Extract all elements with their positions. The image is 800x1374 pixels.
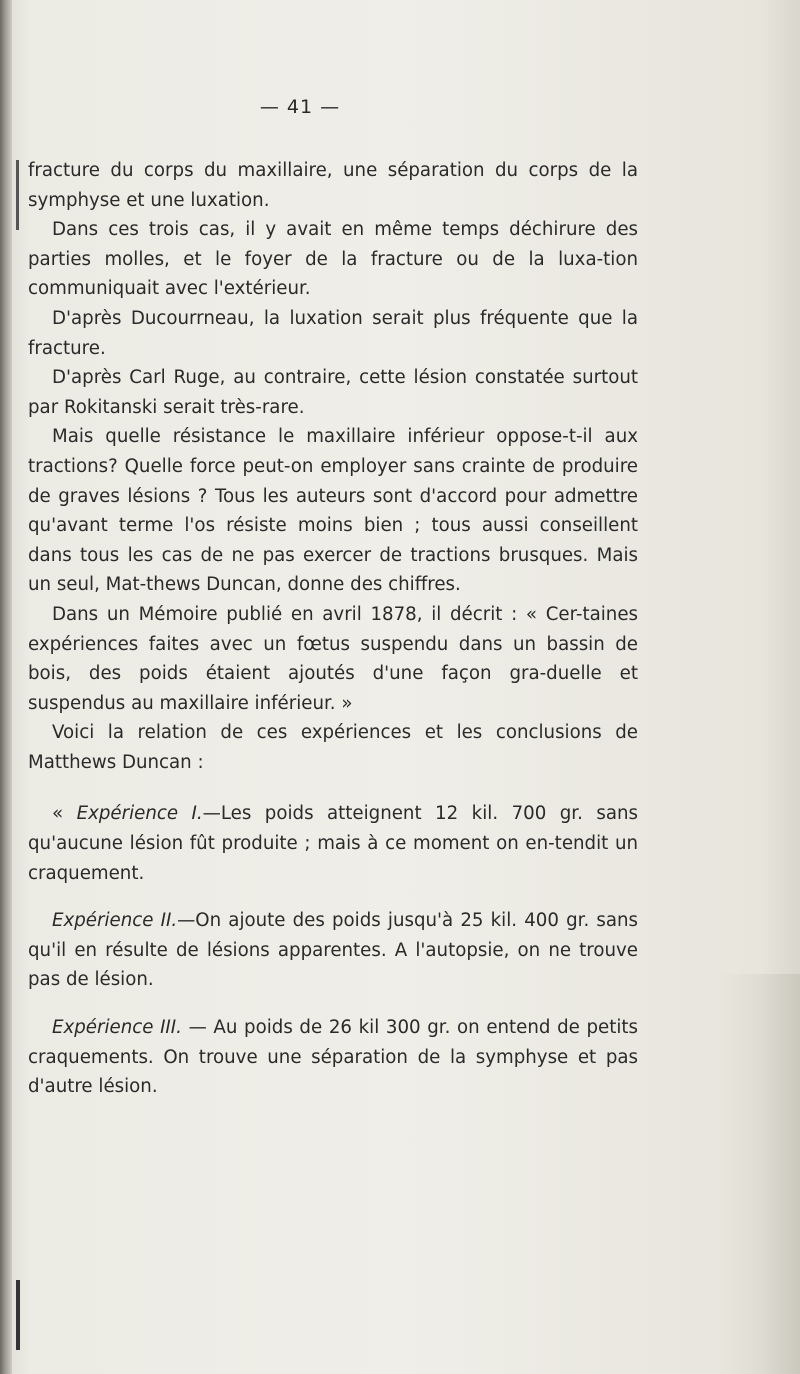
- page-binding: [0, 0, 12, 1374]
- page-corner-shadow: [720, 974, 800, 1374]
- body-text: [28, 156, 638, 1102]
- paragraph: D'après Carl Ruge, au contraire, cette lésion constatée surtout par Rokitanski serait très-rare.: [28, 367, 638, 418]
- experiment-text: —Les poids atteignent 12 kil. 700 gr. sans qu'aucune lésion fût produite ; mais à ce moment on en-tendit un craquement.: [28, 803, 638, 884]
- gutter-shadow: [16, 160, 19, 230]
- experiment-title: Expérience I.: [76, 803, 203, 825]
- page-number: — 41 —: [259, 96, 341, 118]
- experiment-title: Expérience II.: [52, 910, 178, 932]
- gutter-shadow: [16, 1280, 20, 1350]
- experiment-3: [28, 1013, 638, 1102]
- paragraph: D'après Ducourrneau, la luxation serait plus fréquente que la fracture.: [28, 307, 638, 359]
- experiment-2: [28, 906, 638, 995]
- paragraph: Voici la relation de ces expériences et les conclusions de Matthews Duncan :: [28, 722, 638, 773]
- paragraph: Mais quelle résistance le maxillaire inférieur oppose-t-il aux tractions? Quelle force peut-on employer sans crainte de produire de graves lésions ? Tous les auteurs sont d'accord pour admettre qu'avant terme l'os résiste moins bien ; tous aussi conseillent dans tous les cas de ne pas exercer de tractions brusques. Mais un seul, Mat-thews Duncan, donne des chiffres.: [28, 426, 638, 596]
- paragraph: Dans ces trois cas, il y avait en même temps déchirure des parties molles, et le foyer de la fracture ou de la luxa-tion communiquait avec l'extérieur.: [28, 219, 638, 300]
- experiment-text: —On ajoute des poids jusqu'à 25 kil. 400 gr. sans qu'il en résulte de lésions apparentes. A l'autopsie, on ne trouve pas de lésion.: [28, 910, 639, 991]
- paragraph: fracture du corps du maxillaire, une séparation du corps de la symphyse et une luxation.: [28, 160, 638, 211]
- experiment-1: [28, 799, 638, 888]
- paragraph: Dans un Mémoire publié en avril 1878, il décrit : « Cer-taines expériences faites avec un fœtus suspendu dans un bassin de bois, des poids étaient ajoutés d'une façon gra-duelle et suspendus au maxillaire inférieur. »: [28, 603, 638, 714]
- quote-open: «: [52, 803, 77, 825]
- experiment-title: Expérience III.: [52, 1017, 182, 1039]
- experiment-text: — Au poids de 26 kil 300 gr. on entend de petits craquements. On trouve une séparation de la symphyse et pas d'autre lésion.: [28, 1017, 638, 1098]
